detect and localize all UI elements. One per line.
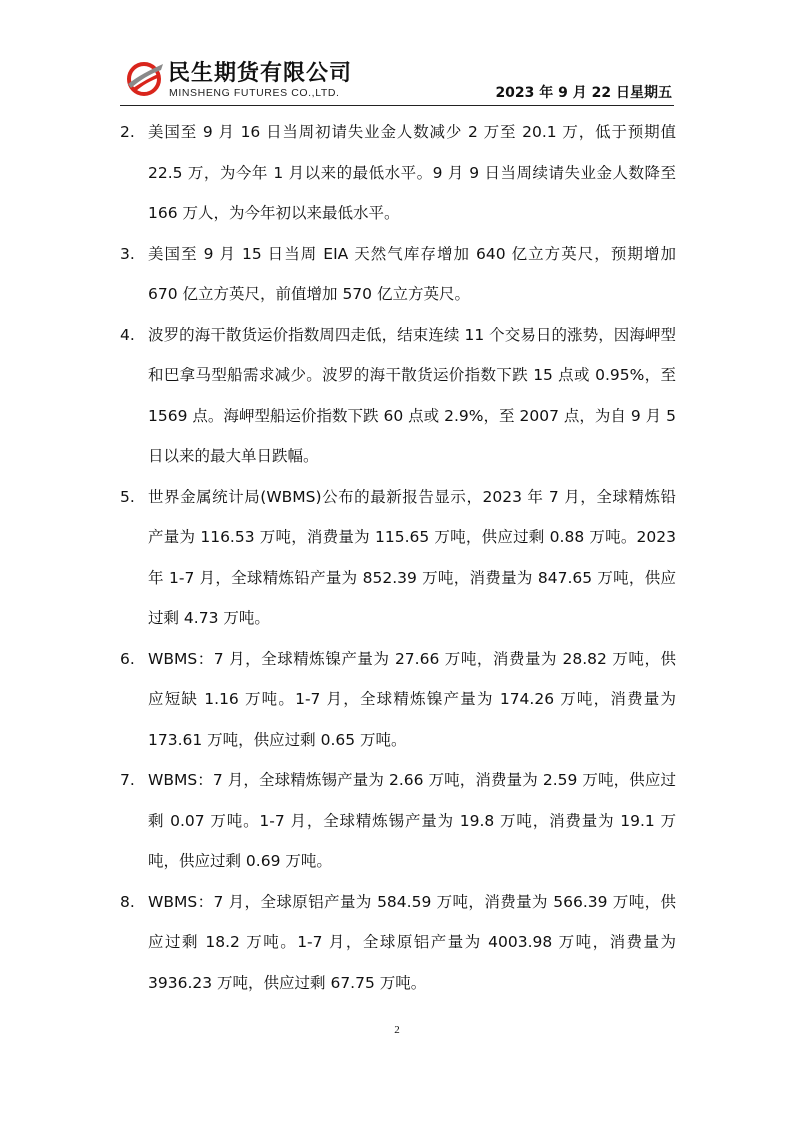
item-number: 2. <box>120 123 135 141</box>
news-item <box>120 112 676 234</box>
item-text: 波罗的海干散货运价指数周四走低，结束连续 11 个交易日的涨势，因海岬型和巴拿马型船需求减少。波罗的海干散货运价指数下跌 15 点或 0.95%，至 1569 点。海岬型船运价指数下跌 60 点或 2.9%，至 2007 点，为自 9 月 5 日以来的最大单日跌幅。 <box>148 325 676 465</box>
news-item <box>120 882 676 1004</box>
minsheng-logo-icon <box>124 58 164 98</box>
item-number: 4. <box>120 325 135 344</box>
news-item <box>120 234 676 315</box>
page-header <box>120 52 674 106</box>
item-text: 世界金属统计局(WBMS)公布的最新报告显示，2023 年 7 月，全球精炼铅产量为 116.53 万吨，消费量为 115.65 万吨，供应过剩 0.88 万吨。2023 年 1-7 月，全球精炼铅产量为 852.39 万吨，消费量为 847.65 万吨，供应过剩 4.73 万吨。 <box>148 487 676 627</box>
news-item <box>120 639 676 761</box>
item-text: 美国至 9 月 16 日当周初请失业金人数减少 2 万至 20.1 万，低于预期值 22.5 万，为今年 1 月以来的最低水平。9 月 9 日当周续请失业金人数降至 166 万人，为今年初以来最低水平。 <box>148 123 676 222</box>
report-date: 2023 年 9 月 22 日星期五 <box>495 85 672 101</box>
news-item <box>120 315 676 477</box>
company-name-cn: 民生期货有限公司 <box>168 61 353 86</box>
news-item <box>120 760 676 882</box>
item-text: WBMS：7 月，全球精炼锡产量为 2.66 万吨，消费量为 2.59 万吨，供应过剩 0.07 万吨。1-7 月，全球精炼锡产量为 19.8 万吨，消费量为 19.1 万吨，供应过剩 0.69 万吨。 <box>148 771 676 870</box>
item-text: WBMS：7 月，全球原铝产量为 584.59 万吨，消费量为 566.39 万吨，供应过剩 18.2 万吨。1-7 月，全球原铝产量为 4003.98 万吨，消费量为 3936.23 万吨，供应过剩 67.75 万吨。 <box>148 892 676 992</box>
header-divider <box>120 105 674 106</box>
item-text: 美国至 9 月 15 日当周 EIA 天然气库存增加 640 亿立方英尺，预期增加 670 亿立方英尺，前值增加 570 亿立方英尺。 <box>148 244 676 303</box>
company-name-en: MINSHENG FUTURES CO.,LTD. <box>169 87 340 99</box>
news-list <box>120 112 676 1003</box>
page-number: 2 <box>394 1024 400 1036</box>
item-number: 6. <box>120 649 135 668</box>
news-item <box>120 477 676 639</box>
item-text: WBMS：7 月，全球精炼镍产量为 27.66 万吨，消费量为 28.82 万吨，供应短缺 1.16 万吨。1-7 月，全球精炼镍产量为 174.26 万吨，消费量为 173.61 万吨，供应过剩 0.65 万吨。 <box>148 649 676 749</box>
company-logo <box>124 56 374 104</box>
item-number: 7. <box>120 771 135 789</box>
item-number: 5. <box>120 487 135 506</box>
item-number: 8. <box>120 892 135 911</box>
item-number: 3. <box>120 244 135 263</box>
